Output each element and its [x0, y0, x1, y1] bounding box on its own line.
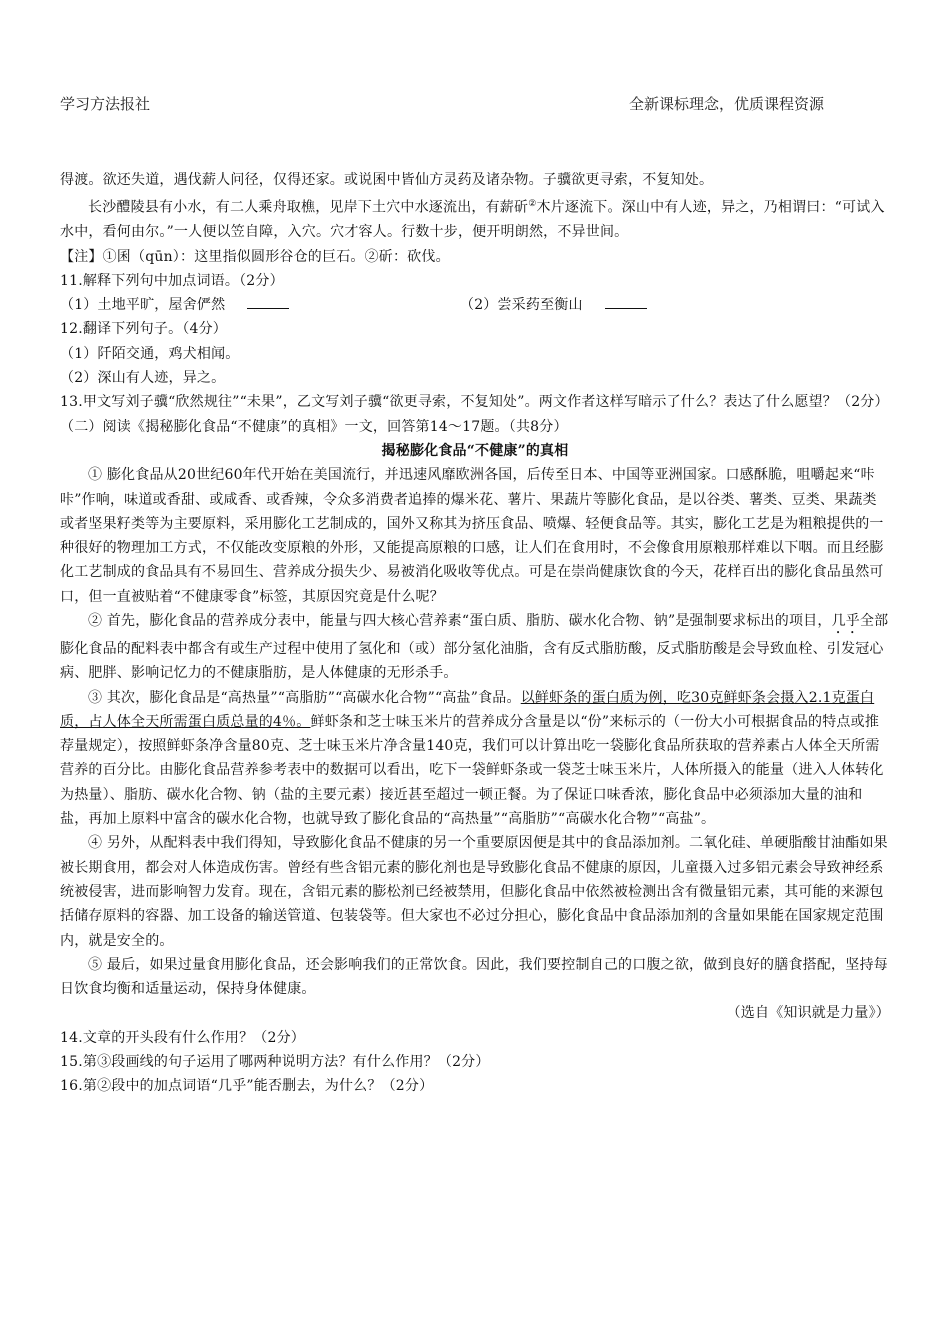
article-paragraph-5: ⑤ 最后，如果过量食用膨化食品，还会影响我们的正常饮食。因此，我们要控制自己的口腹之欲，做到良好的膳食搭配，坚持每日饮食均衡和适量运动，保持身体健康。 — [60, 956, 888, 998]
question-15: 15.第③段画线的句子运用了哪两种说明方法？有什么作用？（2分） — [60, 1054, 490, 1071]
passage-line: 得渡。欲还失道，遇伐薪人问径，仅得还家。或说囷中皆仙方灵药及诸杂物。子骥欲更寻索，不复知处。 — [60, 172, 714, 188]
section-2-heading: （二）阅读《揭秘膨化食品“不健康”的真相》一文，回答第14～17题。（共8分） — [60, 418, 568, 435]
question-11-item-1: （1）土地平旷，屋舍俨然 — [60, 293, 460, 317]
question-14: 14.文章的开头段有什么作用？（2分） — [60, 1029, 305, 1046]
footnote-marker: ② — [528, 199, 537, 210]
underlined-sentence: 以鲜虾条的蛋白质为例，吃30克鲜虾条会摄入2.1克蛋白质，占人体全天所需蛋白质总量的4％。 — [60, 689, 875, 730]
annotation-note: 【注】①囷（qūn）：这里指似圆形谷仓的巨石。②斫：砍伐。 — [60, 248, 450, 265]
question-11-item-2: （2）尝采药至衡山 — [460, 293, 647, 317]
passage-text: 长沙醴陵县有小水，有二人乘舟取樵，见岸下土穴中水逐流出，有薪斫 — [88, 199, 529, 216]
header-right: 全新课标理念，优质课程资源 — [628, 95, 824, 113]
question-11: 11.解释下列句中加点词语。（2分） — [60, 272, 284, 289]
article-paragraph-4: ④ 另外，从配料表中我们得知，导致膨化食品不健康的另一个重要原因便是其中的食品添加剂。二氧化硅、单硬脂酸甘油酯如果被长期食用，都会对人体造成伤害。曾经有些含铝元素的膨化剂也是导致膨化食品不健康的原因，儿童摄入过多铝元素会导致神经系统被侵害，进而影响智力发育。现在，含铝元素的膨松剂已经被禁用，但膨化食品中依然被检测出含有微量铝元素，其可能的来源包括储存原料的容器、加工设备的输送管道、包装袋等。但大家也不必过分担心，膨化食品中食品添加剂的含量如果能在国家规定范围内，就是安全的。 — [60, 835, 888, 949]
page-header — [60, 93, 824, 114]
question-12: 12.翻译下列句子。（4分） — [60, 321, 227, 338]
passage-paragraph — [60, 192, 890, 244]
document-body — [60, 168, 890, 1099]
question-12-item-2: （2）深山有人迹，异之。 — [60, 370, 226, 387]
header-left: 学习方法报社 — [60, 95, 151, 113]
emphasis-dotted-word: 几乎 — [831, 613, 860, 629]
question-13: 13.甲文写刘子骥“欣然规往”“未果”，乙文写刘子骥“欲更寻索，不复知处”。两文作者这样写暗示了什么？表达了什么愿望？（2分） — [60, 394, 889, 411]
question-16: 16.第②段中的加点词语“几乎”能否删去，为什么？（2分） — [60, 1078, 434, 1095]
answer-blank[interactable] — [605, 293, 647, 309]
article-paragraph-3: ③ 其次，膨化食品是“高热量”“高脂肪”“高碳水化合物”“高盐”食品。以鲜虾条的蛋白质为例，吃30克鲜虾条会摄入2.1克蛋白质，占人体全天所需蛋白质总量的4％。鲜虾条和芝士味玉米片的营养成分含量是以“份”来标示的（一份大小可根据食品的特点或推荐量规定），按照鲜虾条净含量80克、芝士味玉米片净含量140克，我们可以计算出吃一袋膨化食品所获取的营养素占人体全天所需营养的百分比。由膨化食品营养参考表中的数据可以看出，吃下一袋鲜虾条或一袋芝士味玉米片，人体所摄入的能量（进入人体转化为热量）、脂肪、碳水化合物、钠（盐的主要元素）接近甚至超过一顿正餐。为了保证口味香浓，膨化食品中必须添加大量的油和盐，再加上原料中富含的碳水化合物，也就导致了膨化食品的“高热量”“高脂肪”“高碳水化合物”“高盐”。 — [60, 689, 884, 828]
article-paragraph-1: ① 膨化食品从20世纪60年代开始在美国流行，并迅速风靡欧洲各国，后传至日本、中国等亚洲国家。口感酥脆，咀嚼起来“咔咔”作响，味道或香甜、或咸香、或香辣，令众多消费者追捧的爆米花、薯片、果蔬片等膨化食品，是以谷类、薯类、豆类、果蔬类或者坚果籽类等为主要原料，采用膨化工艺制成的，国外又称其为挤压食品、喷爆、轻便食品等。其实，膨化工艺是为粗粮提供的一种很好的物理加工方式，不仅能改变原粮的外形，又能提高原粮的口感，让人们在食用时，不会像食用原粮那样难以下咽。而且经膨化工艺制成的食品具有不易回生、营养成分损失少、易被消化吸收等优点。可是在崇尚健康饮食的今天，花样百出的膨化食品虽然可口，但一直被贴着“不健康零食”标签，其原因究竟是什么呢？ — [60, 467, 884, 605]
question-11-items — [60, 293, 890, 317]
passage-text: 木片逐流下。深山中有人迹，异之，乃相谓曰：“可试入水中，看何由尔。”一人便以笠自障，入穴。穴才容人。行数十步，便开明朗然，不异世间。 — [60, 199, 885, 241]
question-12-item-1: （1）阡陌交通，鸡犬相闻。 — [60, 345, 240, 362]
article-paragraph-2: ② 首先，膨化食品的营养成分表中，能量与四大核心营养素“蛋白质、脂肪、碳水化合物、钠”是强制要求标出的项目，几乎全部膨化食品的配料表中都含有或生产过程中使用了氢化和（或）部分氢化油脂，含有反式脂肪酸，反式脂肪酸是会导致血栓、引发冠心病、肥胖、影响记忆力的不健康脂肪，是人体健康的无形杀手。 — [60, 613, 889, 682]
article-title: 揭秘膨化食品“不健康”的真相 — [381, 442, 569, 459]
answer-blank[interactable] — [247, 293, 289, 309]
article-source: （选自《知识就是力量》） — [726, 1005, 890, 1022]
